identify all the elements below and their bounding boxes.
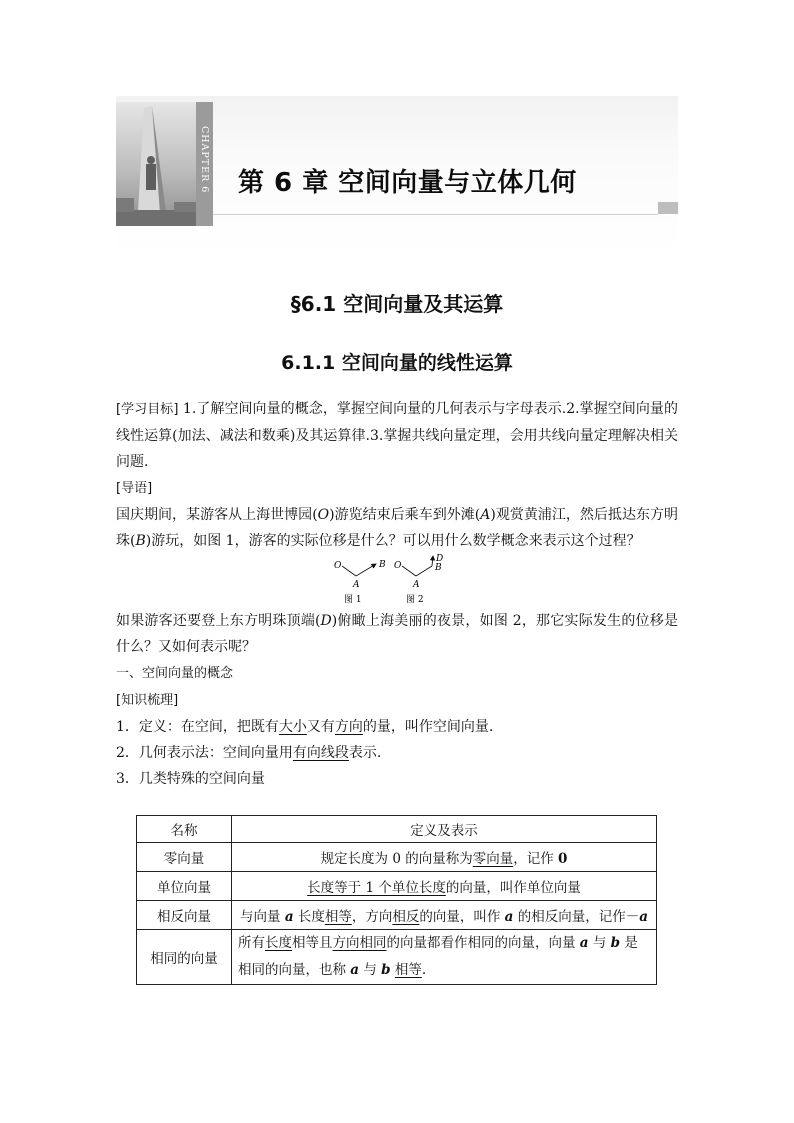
monument-icon xyxy=(116,102,196,226)
section-title: §6.1 空间向量及其运算 xyxy=(290,292,504,316)
chapter-banner xyxy=(116,96,678,254)
point-B-label: B xyxy=(379,560,386,570)
row-same-vector-definition: 所有长度相等且方向相同的向量都看作相同的向量，向量 a 与 b 是相同的向量，也称 a 与 b 相等. xyxy=(232,930,657,985)
chapter-vertical-label: CHAPTER 6 xyxy=(199,126,210,194)
table-row xyxy=(137,901,657,930)
special-vectors-table xyxy=(136,815,657,985)
item-special-vectors: 3．几类特殊的空间向量 xyxy=(116,771,265,787)
svg-text:B: B xyxy=(435,563,442,573)
monument-image xyxy=(116,102,196,226)
table-row xyxy=(137,872,657,901)
row-opposite-vector-name: 相反向量 xyxy=(137,901,232,930)
svg-text:O: O xyxy=(394,561,402,571)
intro-paragraph-2: 如果游客还要登上东方明珠顶端(D)俯瞰上海美丽的夜景，如图 2，那它实际发生的位移是什么？又如何表示呢？ xyxy=(116,613,678,655)
displacement-figure xyxy=(116,554,678,608)
point-A-label: A xyxy=(353,580,360,590)
section-one-heading: 一、空间向量的概念 xyxy=(116,666,234,681)
goals-text: 1.了解空间向量的概念，掌握空间向量的几何表示与字母表示.2.掌握空间向量的线性运算(加法、减法和数乘)及其运算律.3.掌握共线向量定理，会用共线向量定理解决相关问题. xyxy=(116,401,678,470)
banner-corner-block xyxy=(658,202,678,214)
header-definition: 定义及表示 xyxy=(232,816,657,843)
intro-label: [导语] xyxy=(116,481,153,496)
row-zero-vector-name: 零向量 xyxy=(137,843,232,872)
table-row xyxy=(137,843,657,872)
subsection-title: 6.1.1 空间向量的线性运算 xyxy=(281,352,513,374)
item-geometric-representation: 2．几何表示法：空间向量用有向线段表示. xyxy=(116,745,382,761)
row-unit-vector-definition: 长度等于 1 个单位长度的向量，叫作单位向量 xyxy=(232,872,657,901)
header-name: 名称 xyxy=(137,816,232,843)
row-zero-vector-definition: 规定长度为 0 的向量称为零向量，记作 0 xyxy=(232,843,657,872)
item-definition: 1．定义：在空间，把既有大小又有方向的量，叫作空间向量. xyxy=(116,719,494,735)
point-O-label: O xyxy=(334,561,342,571)
svg-text:A: A xyxy=(413,580,420,590)
row-same-vector-name: 相同的向量 xyxy=(137,930,232,985)
table-row xyxy=(137,930,657,985)
row-unit-vector-name: 单位向量 xyxy=(137,872,232,901)
main-content xyxy=(116,396,678,792)
row-opposite-vector-definition: 与向量 a 长度相等，方向相反的向量，叫作 a 的相反向量，记作－a xyxy=(232,901,657,930)
figure-1-caption: 图 1 xyxy=(344,595,362,605)
figure-2-caption: 图 2 xyxy=(406,595,424,605)
table-header-row xyxy=(137,816,657,843)
learning-goals xyxy=(116,396,678,475)
knowledge-label: [知识梳理] xyxy=(116,693,179,708)
intro-paragraph-1: 国庆期间，某游客从上海世博园(O)游览结束后乘车到外滩(A)观赏黄浦江，然后抵达东方明珠(B)游玩，如图 1，游客的实际位移是什么？可以用什么数学概念来表示这个过程？ xyxy=(116,507,678,549)
figure-2 xyxy=(394,554,443,605)
chapter-title: 第 6 章 空间向量与立体几何 xyxy=(238,168,577,198)
banner-rule xyxy=(213,214,658,215)
figure-1 xyxy=(334,560,386,605)
vector-diagram xyxy=(328,554,468,608)
goals-label: [学习目标] xyxy=(116,402,179,417)
point-D-label: D xyxy=(436,554,444,564)
